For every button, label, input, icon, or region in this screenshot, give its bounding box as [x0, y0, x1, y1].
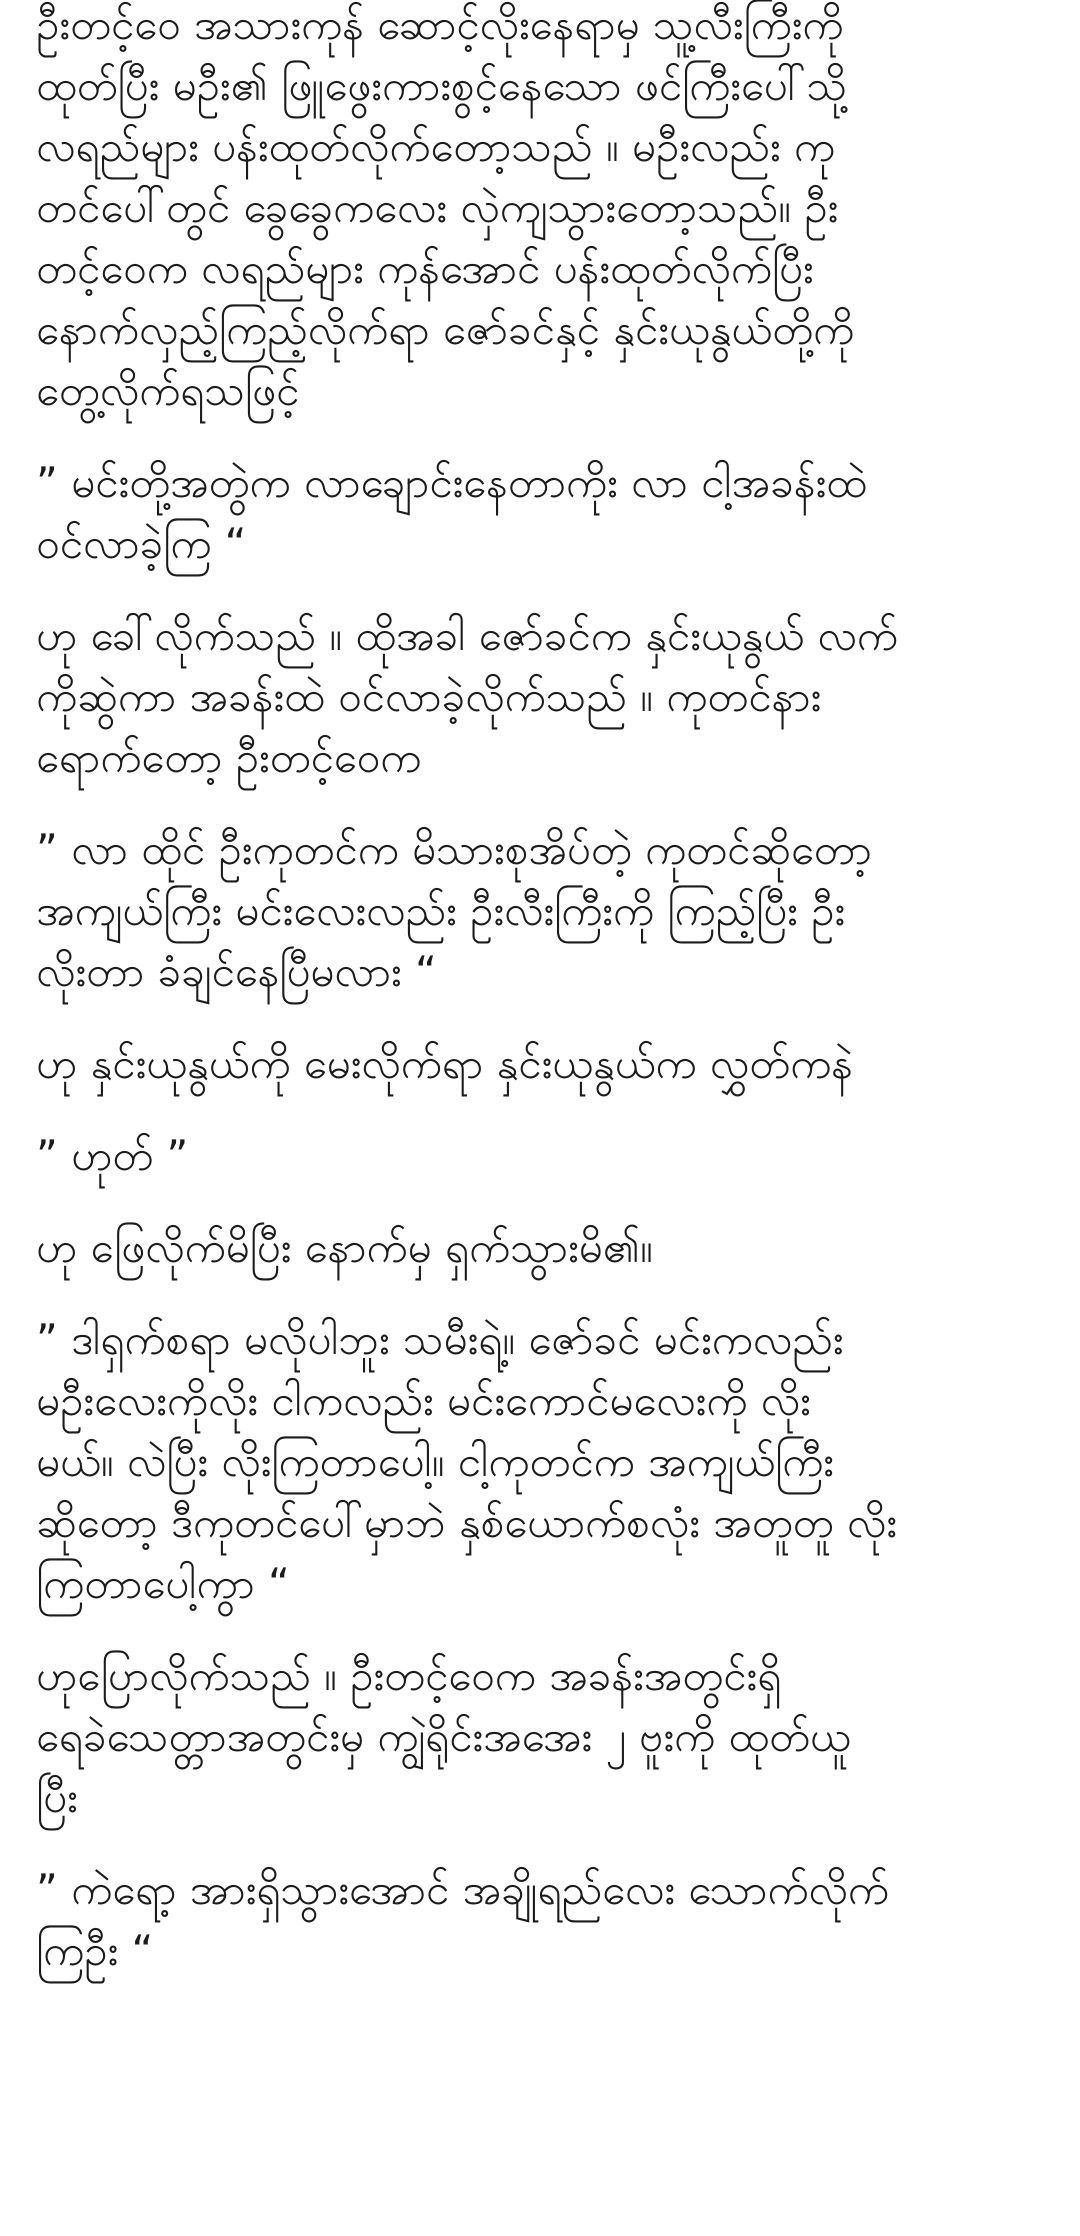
paragraph-10: ” ကဲရော့ အားရှိသွားအောင် အချိုရည်လေး သောက်လိုက် ကြဦး “: [36, 1865, 889, 1975]
paragraph-3: ဟု ခေါ်လိုက်သည် ။ ထိုအခါ ဇော်ခင်က နှင်းယုနွယ် လက် ကိုဆွဲကာ အခန်းထဲ ဝင်လာခဲ့လိုက်သည် ။ ကုတင်နား ရောက်တော့ ဦးတင့်ဝေက: [36, 611, 898, 782]
paragraph-2: ” မင်းတို့အတွဲက လာချောင်းနေတာကိုး လာ ငါ့အခန်းထဲ ဝင်လာခဲ့ကြ “: [36, 458, 867, 568]
paragraph-8: ” ဒါရှက်စရာ မလိုပါဘူး သမီးရဲ့။ ဇော်ခင် မင်းကလည်း မဦးလေးကိုလိုး ငါကလည်း မင်းကောင်မလေးကို လိုး မယ်။ လဲပြီး လိုးကြတာပေါ့။ ငါ့ကုတင်က အကျယ်ကြီး ဆိုတော့ ဒီကုတင်ပေါ်မှာဘဲ နှစ်ယောက်စလုံး အတူတူ လိုး ကြတာပေါ့ကွာ “: [36, 1315, 897, 1608]
paragraph-5: ဟု နှင်းယုနွယ်ကို မေးလိုက်ရာ နှင်းယုနွယ်က လွှတ်ကနဲ: [36, 1039, 853, 1088]
paragraph-6: ” ဟုတ် ”: [36, 1131, 189, 1180]
paragraph-1: ဦးတင့်ဝေ အသားကုန် ဆောင့်လိုးနေရာမှ သူ့လီးကြီးကို ထုတ်ပြီး မဦး၏ ဖြူဖွေးကားစွင့်နေသော ဖင်ကြီးပေါ်သို့ လရည်များ ပန်းထုတ်လိုက်တော့သည် ။ မဦးလည်း ကု တင်ပေါ်တွင် ခွေခွေကလေး လှဲကျသွားတော့သည်။ ဦး တင့်ဝေက လရည်များ ကုန်အောင် ပန်းထုတ်လိုက်ပြီး နောက်လှည့်ကြည့်လိုက်ရာ ဇော်ခင်နှင့် နှင်းယုနွယ်တို့ကို တွေ့လိုက်ရသဖြင့်: [36, 0, 855, 415]
paragraph-7: ဟု ဖြေလိုက်မိပြီး နောက်မှ ရှက်သွားမိ၏။: [36, 1223, 653, 1272]
paragraph-4: ” လာ ထိုင် ဦးကုတင်က မိသားစုအိပ်တဲ့ ကုတင်ဆိုတော့ အကျယ်ကြီး မင်းလေးလည်း ဦးလီးကြီးကို ကြည့်ပြီး ဦး လိုးတာ ခံချင်နေပြီမလား “: [36, 825, 872, 996]
paragraph-9: ဟုပြောလိုက်သည် ။ ဦးတင့်ဝေက အခန်းအတွင်းရှိ ရေခဲသေတ္တာအတွင်းမှ ကျွဲရိုင်းအအေး ၂ ဗူးကို ထုတ်ယူ ပြီး: [36, 1651, 851, 1822]
